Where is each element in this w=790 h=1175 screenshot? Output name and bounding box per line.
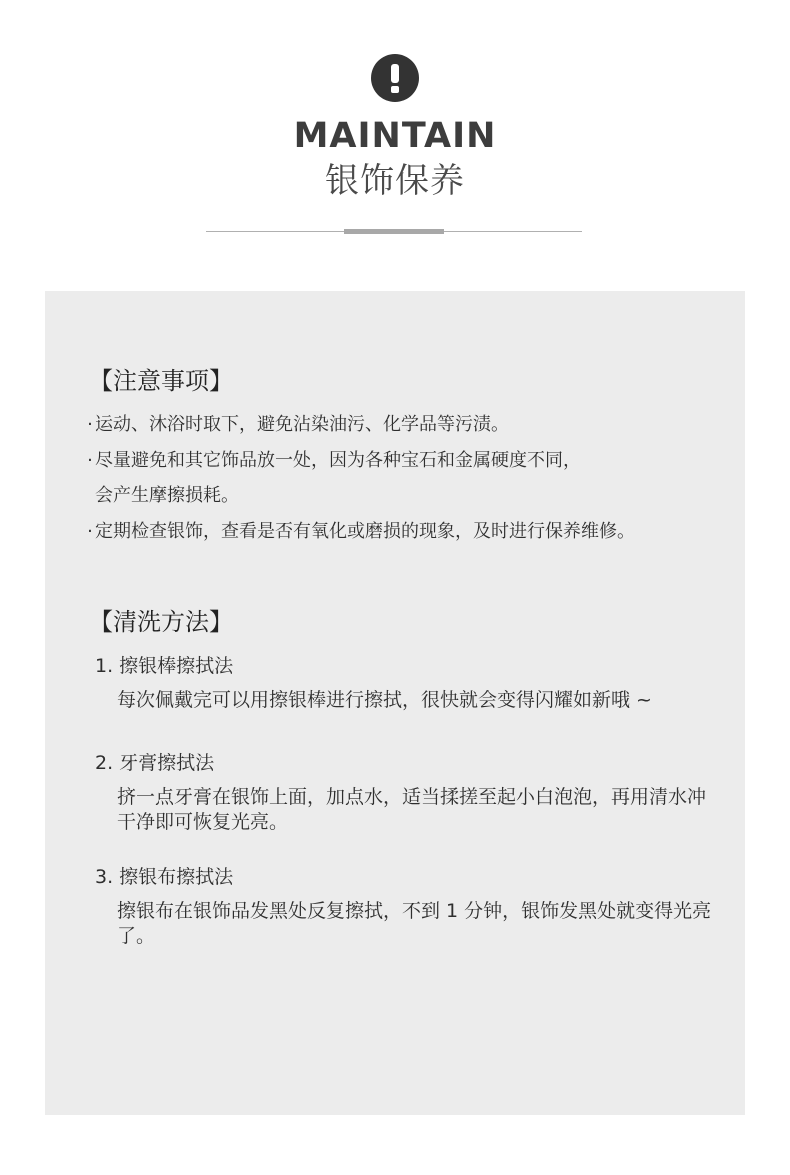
method-description: 挤一点牙膏在银饰上面，加点水，适当揉搓至起小白泡泡，再用清水冲干净即可恢复光亮。 xyxy=(117,786,707,833)
title-divider-accent xyxy=(344,229,444,234)
note-item xyxy=(85,448,581,474)
bullet-dot: · xyxy=(87,450,93,471)
exclamation-bar xyxy=(391,64,399,83)
page-title-chinese: 银饰保养 xyxy=(325,161,465,201)
method-title: 2. 牙膏擦拭法 xyxy=(95,752,215,774)
exclamation-dot xyxy=(391,86,399,93)
note-text: 定期检查银饰，查看是否有氧化或磨损的现象，及时进行保养维修。 xyxy=(95,521,635,542)
method-title: 3. 擦银布擦拭法 xyxy=(95,866,234,888)
note-text: 尽量避免和其它饰品放一处，因为各种宝石和金属硬度不同， xyxy=(95,450,581,471)
content-panel xyxy=(45,291,745,1115)
method-description: 擦银布在银饰品发黑处反复擦拭，不到 1 分钟，银饰发黑处就变得光亮了。 xyxy=(117,900,712,947)
note-text: 运动、沐浴时取下，避免沾染油污、化学品等污渍。 xyxy=(95,414,509,435)
note-text: 会产生摩擦损耗。 xyxy=(95,485,239,506)
method-description: 每次佩戴完可以用擦银棒进行擦拭，很快就会变得闪耀如新哦 ~ xyxy=(117,689,652,711)
bullet-dot: · xyxy=(87,521,93,542)
header xyxy=(0,0,790,260)
notes-section-title: 【注意事项】 xyxy=(89,367,233,395)
note-item xyxy=(85,412,509,438)
note-item-continuation xyxy=(95,483,239,509)
method-title: 1. 擦银棒擦拭法 xyxy=(95,655,234,677)
note-item xyxy=(85,519,635,545)
bullet-dot: · xyxy=(87,414,93,435)
page-title-english: MAINTAIN xyxy=(293,116,497,156)
cleaning-section-title: 【清洗方法】 xyxy=(89,608,233,636)
exclamation-circle-icon xyxy=(371,54,419,102)
